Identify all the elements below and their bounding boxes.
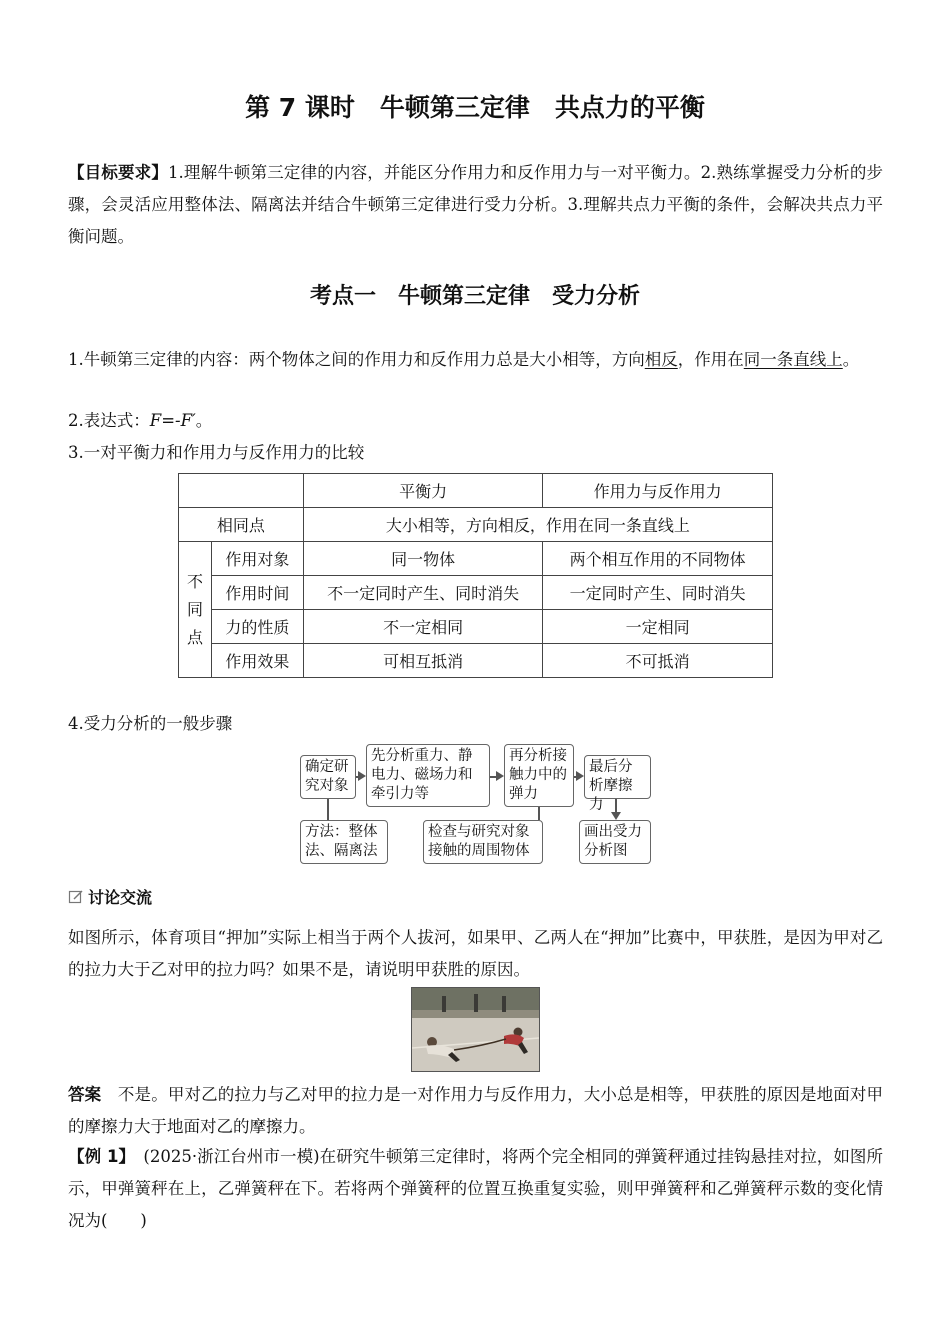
table-label-cell: 相同点 (179, 508, 304, 542)
table-header-cell: 作用力与反作用力 (543, 474, 773, 508)
diff-char: 不 (186, 571, 203, 591)
answer-tag: 答案 (68, 1085, 102, 1104)
table-label-cell: 作用效果 (211, 644, 303, 678)
flow-arrow-head (496, 771, 504, 781)
edit-icon (68, 889, 84, 905)
flow-connector (615, 799, 617, 813)
flow-arrow-head (358, 771, 366, 781)
flow-connector (538, 807, 540, 820)
example-tag: 【例 1】 (68, 1147, 127, 1166)
flow-connector (327, 799, 329, 820)
example-text: (2025·浙江台州市一模)在研究牛顿第三定律时，将两个完全相同的弹簧秤通过挂钩悬挂对拉，如图所示，甲弹簧秤在上，乙弹簧秤在下。若将两个弹簧秤的位置互换重复实验，则甲弹簧秤和乙弹簧秤示数的变化情况为( ) (68, 1147, 883, 1230)
law-blank-1: 相反 (644, 350, 678, 369)
flow-box-friction: 最后分析摩擦力 (584, 755, 651, 799)
table-cell: 不一定相同 (303, 610, 543, 644)
comparison-table (178, 473, 773, 678)
flow-box-object: 确定研究对象 (300, 755, 356, 799)
law-blank-2: 同一条直线上 (743, 350, 843, 369)
page-title: 第 7 课时 牛顿第三定律 共点力的平衡 (245, 93, 705, 122)
flow-box-forces: 先分析重力、静电力、磁场力和牵引力等 (366, 744, 490, 807)
table-header-cell: 平衡力 (303, 474, 543, 508)
table-cell: 同一物体 (303, 542, 543, 576)
table-cell: 不一定同时产生、同时消失 (303, 576, 543, 610)
table-row (179, 508, 773, 542)
photo-illustration (412, 988, 539, 1071)
steps-heading: 4.受力分析的一般步骤 (68, 714, 233, 733)
tug-of-war-photo (411, 987, 540, 1072)
table-cell: 不可抵消 (543, 644, 773, 678)
law-text: 1.牛顿第三定律的内容：两个物体之间的作用力和反作用力总是大小相等，方向 (68, 350, 645, 369)
diff-char: 点 (186, 627, 203, 647)
table-diff-label (179, 542, 212, 678)
table-cell: 大小相等，方向相反，作用在同一条直线上 (303, 508, 772, 542)
goal-text: 1.理解牛顿第三定律的内容，并能区分作用力和反作用力与一对平衡力。2.熟练掌握受力分析的步骤，会灵活应用整体法、隔离法并结合牛顿第三定律进行受力分析。3.理解共点力平衡的条件，会解决共点力平衡问题。 (68, 163, 883, 246)
table-label-cell: 力的性质 (211, 610, 303, 644)
flow-note-check: 检查与研究对象接触的周围物体 (423, 820, 543, 864)
table-cell: 两个相互作用的不同物体 (543, 542, 773, 576)
table-label-cell: 作用对象 (211, 542, 303, 576)
table-cell: 一定同时产生、同时消失 (543, 576, 773, 610)
flow-arrow-head (576, 771, 584, 781)
section-title: 考点一 牛顿第三定律 受力分析 (309, 284, 640, 309)
table-label-cell: 作用时间 (211, 576, 303, 610)
table-cell: 可相互抵消 (303, 644, 543, 678)
law-text-end: 。 (842, 350, 860, 369)
comparison-heading: 3.一对平衡力和作用力与反作用力的比较 (68, 443, 365, 462)
goal-paragraph (68, 157, 883, 253)
answer-text: 不是。甲对乙的拉力与乙对甲的拉力是一对作用力与反作用力，大小总是相等，甲获胜的原因是地面对甲的摩擦力大于地面对乙的摩擦力。 (68, 1085, 884, 1136)
flow-note-method: 方法：整体法、隔离法 (300, 820, 388, 864)
table-row (179, 610, 773, 644)
answer-paragraph (68, 1079, 883, 1143)
table-header-row (179, 474, 773, 508)
formula-paragraph (68, 405, 883, 437)
flow-box-draw: 画出受力分析图 (579, 820, 651, 864)
goal-tag: 【目标要求】 (68, 163, 168, 182)
law-text-mid: ，作用在 (677, 350, 744, 369)
diff-char: 同 (186, 599, 203, 619)
discussion-title: 讨论交流 (88, 888, 153, 907)
formula-label: 2.表达式： (68, 411, 150, 430)
law-paragraph (68, 344, 883, 376)
table-corner-cell (179, 474, 304, 508)
table-row (179, 576, 773, 610)
table-cell: 一定相同 (543, 610, 773, 644)
example-1 (68, 1141, 883, 1237)
discussion-question: 如图所示，体育项目“押加”实际上相当于两个人拔河，如果甲、乙两人在“押加”比赛中，甲获胜，是因为甲对乙的拉力大于乙对甲的拉力吗？如果不是，请说明甲获胜的原因。 (68, 928, 883, 979)
flow-box-elastic: 再分析接触力中的弹力 (504, 744, 574, 807)
table-row (179, 542, 773, 576)
flow-arrow-down-head (611, 812, 621, 820)
discussion-heading (68, 885, 152, 908)
formula: F=-F′ (149, 411, 196, 430)
table-row (179, 644, 773, 678)
formula-end: 。 (195, 411, 213, 430)
